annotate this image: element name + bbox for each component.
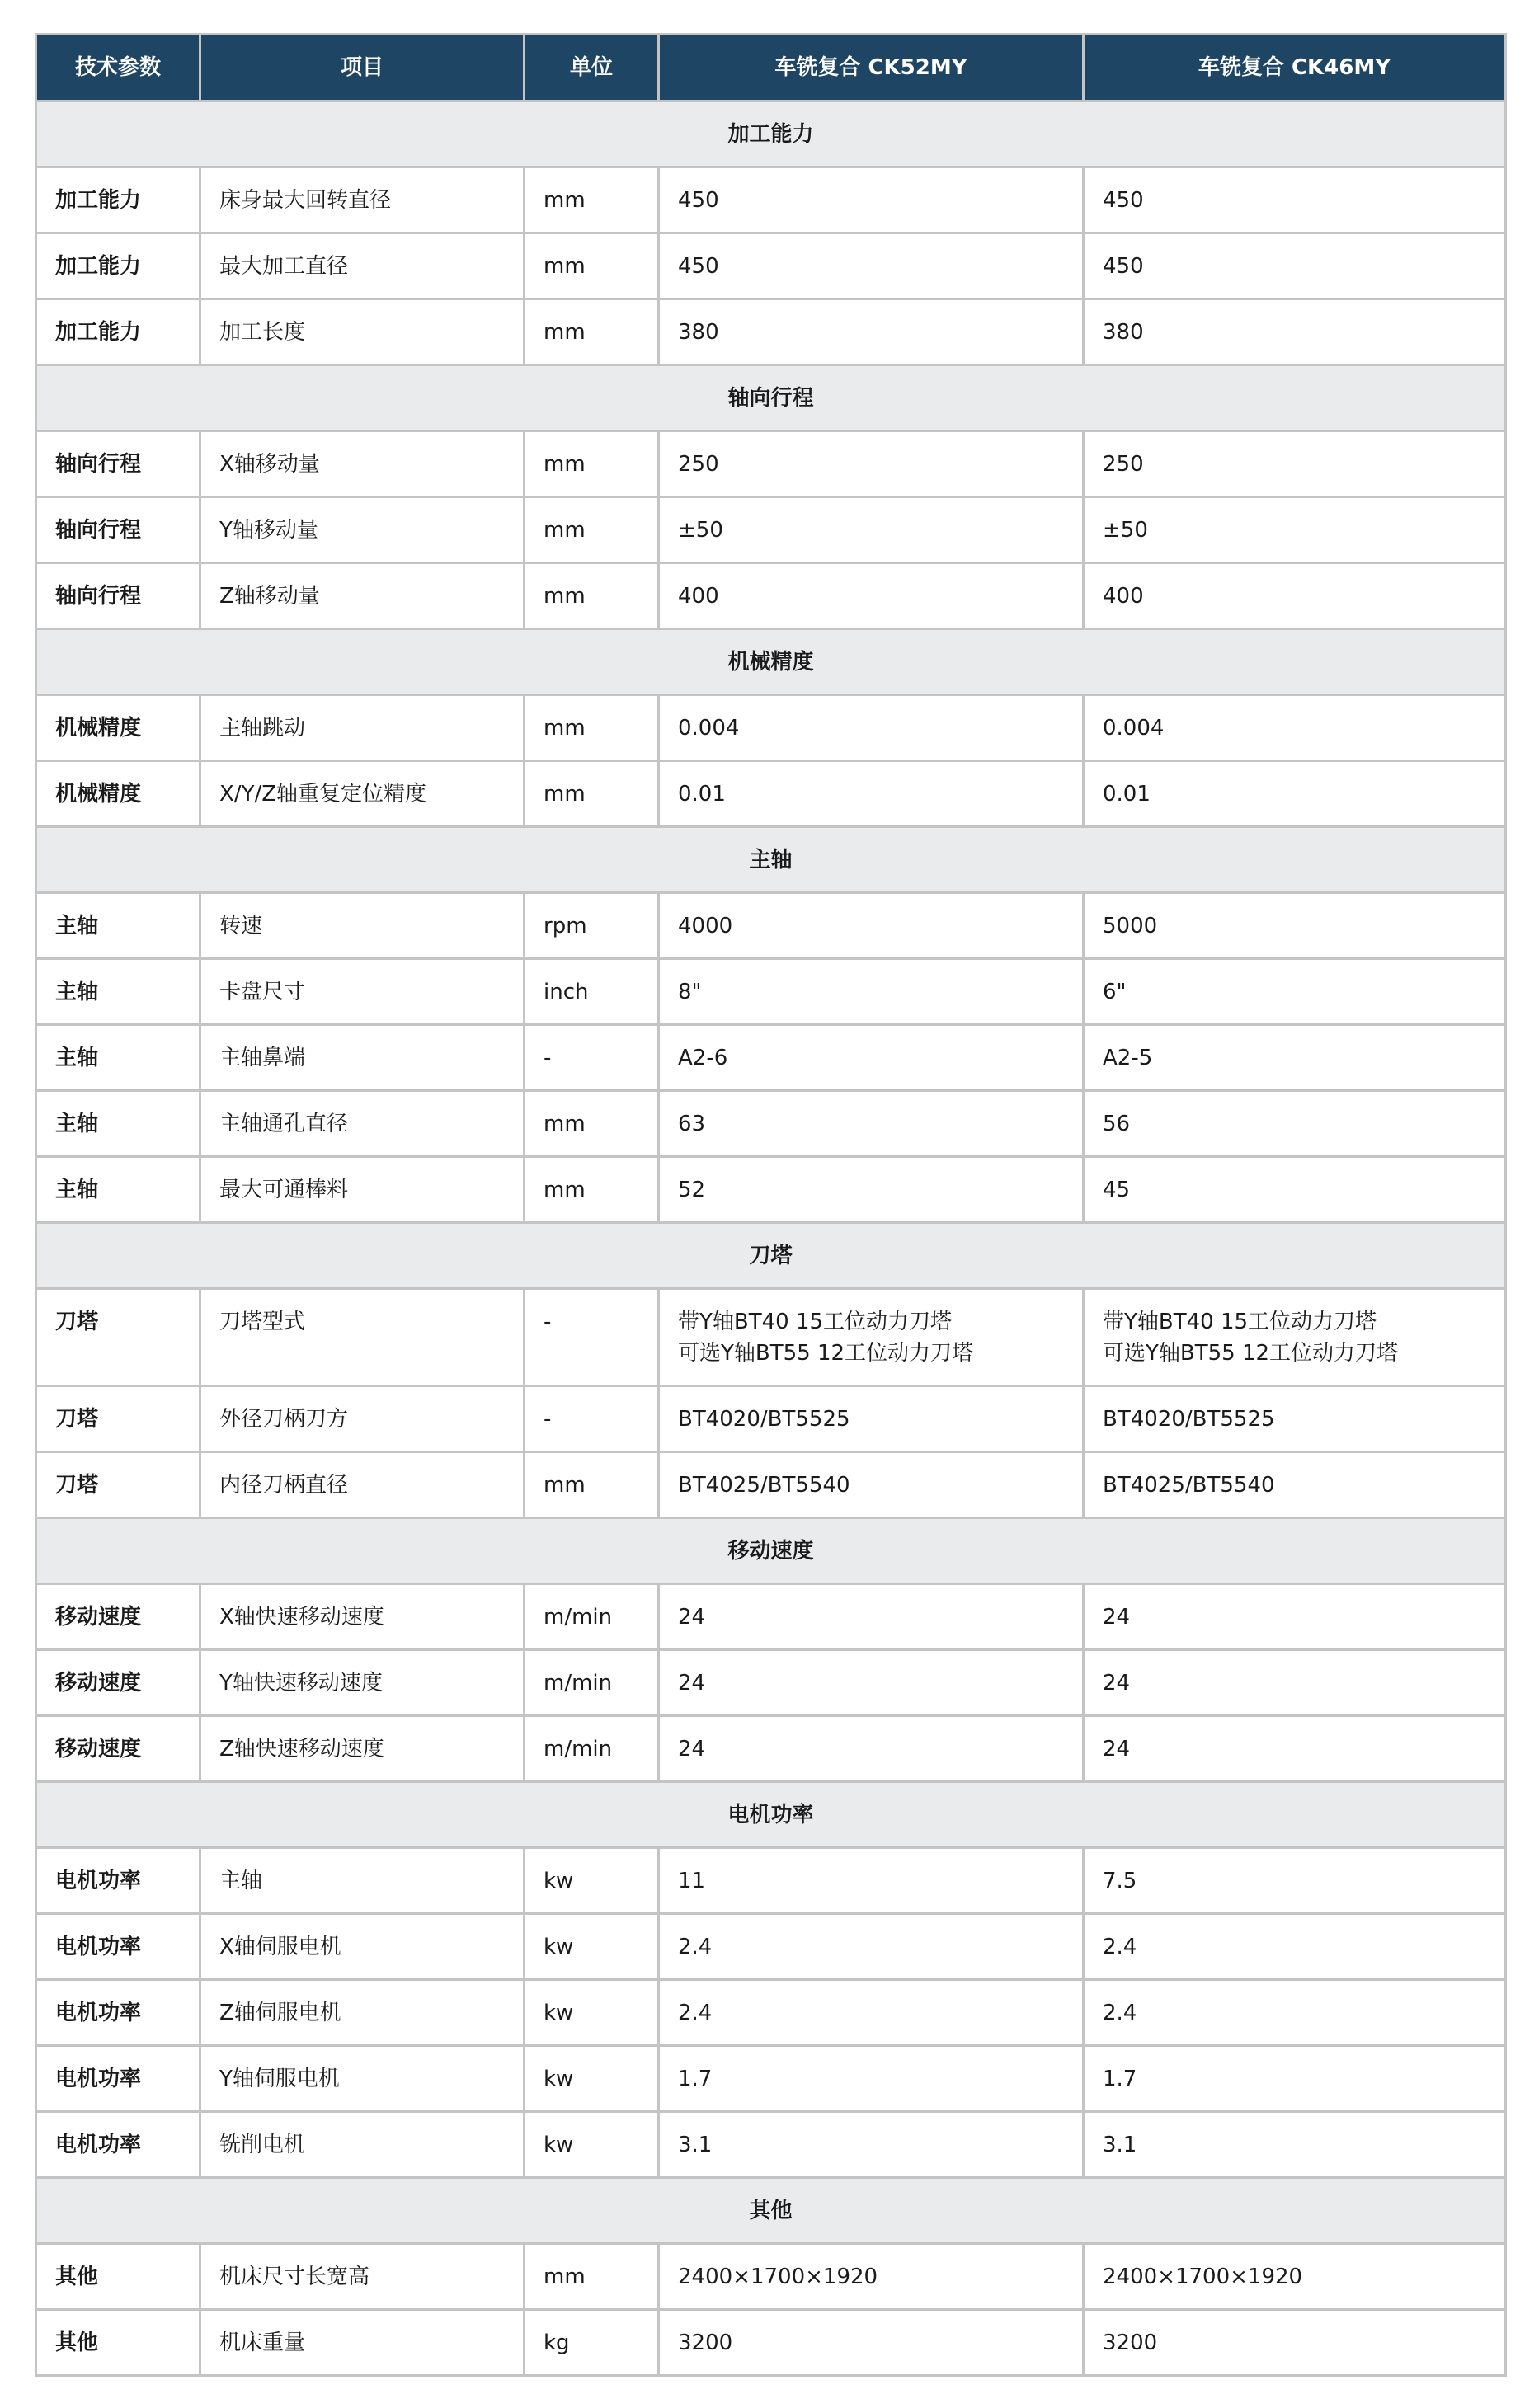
cell-unit: m/min xyxy=(525,1716,659,1782)
cell-value-line: 0.01 xyxy=(1103,781,1151,807)
cell-unit: mm xyxy=(525,497,659,563)
cell-value-line: BT4020/BT5525 xyxy=(1103,1406,1275,1432)
cell-model-b xyxy=(1084,497,1506,563)
cell-model-b xyxy=(1084,1091,1506,1157)
cell-category: 电机功率 xyxy=(36,1980,200,2046)
cell-category: 移动速度 xyxy=(36,1584,200,1650)
table-row xyxy=(36,1716,1506,1782)
cell-value-line: 380 xyxy=(678,319,719,345)
cell-value-line: 24 xyxy=(678,1670,706,1695)
cell-item: 刀塔型式 xyxy=(200,1289,525,1386)
cell-item: X轴快速移动速度 xyxy=(200,1584,525,1650)
cell-model-b xyxy=(1084,1386,1506,1452)
cell-model-b xyxy=(1084,1650,1506,1716)
cell-value-line: 4000 xyxy=(678,913,733,938)
header-model-a: 车铣复合 CK52MY xyxy=(659,35,1084,101)
cell-model-b xyxy=(1084,959,1506,1025)
table-row xyxy=(36,233,1506,299)
cell-value-line: 11 xyxy=(678,1868,706,1893)
cell-unit: kw xyxy=(525,2112,659,2178)
cell-model-b xyxy=(1084,431,1506,497)
cell-model-a xyxy=(659,167,1084,233)
cell-item: Z轴伺服电机 xyxy=(200,1980,525,2046)
cell-value-line: 450 xyxy=(678,253,719,279)
cell-unit: kw xyxy=(525,2046,659,2112)
cell-model-b xyxy=(1084,299,1506,365)
table-row xyxy=(36,299,1506,365)
cell-item: Z轴移动量 xyxy=(200,563,525,629)
section-row xyxy=(36,629,1506,695)
cell-value-line: 450 xyxy=(1103,253,1144,279)
table-row xyxy=(36,431,1506,497)
cell-model-a xyxy=(659,2046,1084,2112)
cell-value-line: 8" xyxy=(678,979,702,1004)
cell-model-a xyxy=(659,1716,1084,1782)
cell-unit: mm xyxy=(525,563,659,629)
header-param: 技术参数 xyxy=(36,35,200,101)
cell-model-b xyxy=(1084,563,1506,629)
cell-value-line: 0.004 xyxy=(1103,715,1165,741)
cell-category: 机械精度 xyxy=(36,761,200,827)
cell-value-line: 24 xyxy=(1103,1670,1131,1695)
cell-model-b xyxy=(1084,1716,1506,1782)
table-row xyxy=(36,2310,1506,2376)
cell-value-line: 24 xyxy=(1103,1736,1131,1761)
cell-item: 加工长度 xyxy=(200,299,525,365)
cell-model-b xyxy=(1084,233,1506,299)
cell-value-line: 3.1 xyxy=(678,2132,713,2157)
cell-value-line: 24 xyxy=(678,1736,706,1761)
cell-item: 主轴鼻端 xyxy=(200,1025,525,1091)
cell-value-line: 250 xyxy=(678,451,719,477)
table-row xyxy=(36,1980,1506,2046)
table-row xyxy=(36,2244,1506,2310)
section-row xyxy=(36,101,1506,167)
cell-value-line: 400 xyxy=(1103,583,1144,609)
cell-item: Y轴移动量 xyxy=(200,497,525,563)
cell-value-line: 2.4 xyxy=(1103,2000,1137,2025)
section-row xyxy=(36,1782,1506,1848)
cell-category: 主轴 xyxy=(36,1157,200,1223)
table-row xyxy=(36,1914,1506,1980)
cell-value-line: 56 xyxy=(1103,1111,1131,1136)
cell-model-a xyxy=(659,1980,1084,2046)
cell-value-line: 1.7 xyxy=(678,2066,713,2091)
cell-item: Y轴快速移动速度 xyxy=(200,1650,525,1716)
table-row xyxy=(36,563,1506,629)
cell-value-line: 250 xyxy=(1103,451,1144,477)
cell-model-a xyxy=(659,1452,1084,1518)
cell-value-line: ±50 xyxy=(678,517,723,543)
cell-category: 轴向行程 xyxy=(36,497,200,563)
cell-model-b xyxy=(1084,167,1506,233)
cell-item: 最大可通棒料 xyxy=(200,1157,525,1223)
cell-value-line: 5000 xyxy=(1103,913,1158,938)
cell-value-line: 带Y轴BT40 15工位动力刀塔 xyxy=(678,1310,953,1334)
cell-unit: m/min xyxy=(525,1650,659,1716)
cell-item: 主轴通孔直径 xyxy=(200,1091,525,1157)
table-row xyxy=(36,1289,1506,1386)
cell-model-b xyxy=(1084,761,1506,827)
cell-unit: mm xyxy=(525,167,659,233)
cell-category: 电机功率 xyxy=(36,2112,200,2178)
table-row xyxy=(36,761,1506,827)
cell-value-line: 2.4 xyxy=(1103,1934,1137,1959)
section-title: 移动速度 xyxy=(36,1518,1506,1584)
section-row xyxy=(36,827,1506,893)
cell-model-a xyxy=(659,1091,1084,1157)
cell-model-a xyxy=(659,893,1084,959)
cell-model-b xyxy=(1084,1848,1506,1914)
cell-model-a xyxy=(659,1289,1084,1386)
cell-model-a xyxy=(659,1650,1084,1716)
cell-category: 机械精度 xyxy=(36,695,200,761)
table-row xyxy=(36,1157,1506,1223)
section-row xyxy=(36,1223,1506,1289)
cell-value-line: A2-6 xyxy=(678,1045,728,1070)
cell-model-a xyxy=(659,1848,1084,1914)
cell-item: 铣削电机 xyxy=(200,2112,525,2178)
cell-model-a xyxy=(659,497,1084,563)
cell-model-b xyxy=(1084,1980,1506,2046)
cell-value-line: 450 xyxy=(678,187,719,213)
cell-category: 加工能力 xyxy=(36,233,200,299)
cell-model-a xyxy=(659,959,1084,1025)
cell-item: Z轴快速移动速度 xyxy=(200,1716,525,1782)
cell-unit: mm xyxy=(525,695,659,761)
cell-value-line: 52 xyxy=(678,1177,706,1202)
cell-model-a xyxy=(659,1914,1084,1980)
section-title: 轴向行程 xyxy=(36,365,1506,431)
cell-model-b xyxy=(1084,2112,1506,2178)
cell-category: 加工能力 xyxy=(36,299,200,365)
section-title: 电机功率 xyxy=(36,1782,1506,1848)
section-row xyxy=(36,1518,1506,1584)
cell-value-line: 1.7 xyxy=(1103,2066,1137,2091)
cell-value-line: 2400×1700×1920 xyxy=(1103,2264,1303,2289)
cell-model-a xyxy=(659,299,1084,365)
table-row xyxy=(36,2046,1506,2112)
cell-unit: - xyxy=(525,1386,659,1452)
table-row xyxy=(36,959,1506,1025)
cell-item: X轴移动量 xyxy=(200,431,525,497)
cell-value-line: 可选Y轴BT55 12工位动力刀塔 xyxy=(678,1341,974,1366)
cell-value-line: 6" xyxy=(1103,979,1127,1004)
cell-category: 其他 xyxy=(36,2244,200,2310)
cell-value-line: 400 xyxy=(678,583,719,609)
cell-category: 轴向行程 xyxy=(36,431,200,497)
cell-item: 内径刀柄直径 xyxy=(200,1452,525,1518)
cell-model-a xyxy=(659,563,1084,629)
cell-value-line: 2400×1700×1920 xyxy=(678,2264,878,2289)
cell-category: 移动速度 xyxy=(36,1650,200,1716)
cell-category: 刀塔 xyxy=(36,1386,200,1452)
cell-model-b xyxy=(1084,2310,1506,2376)
cell-item: 最大加工直径 xyxy=(200,233,525,299)
header-item: 项目 xyxy=(200,35,525,101)
cell-unit: mm xyxy=(525,233,659,299)
cell-model-a xyxy=(659,2112,1084,2178)
cell-unit: - xyxy=(525,1289,659,1386)
cell-unit: mm xyxy=(525,761,659,827)
table-row xyxy=(36,167,1506,233)
table-row xyxy=(36,1848,1506,1914)
cell-category: 主轴 xyxy=(36,893,200,959)
cell-value-line: 63 xyxy=(678,1111,706,1136)
cell-model-b xyxy=(1084,1289,1506,1386)
cell-unit: mm xyxy=(525,2244,659,2310)
cell-value-line: 24 xyxy=(1103,1604,1131,1630)
cell-category: 加工能力 xyxy=(36,167,200,233)
cell-model-b xyxy=(1084,1025,1506,1091)
cell-item: X轴伺服电机 xyxy=(200,1914,525,1980)
cell-model-a xyxy=(659,1584,1084,1650)
header-unit: 单位 xyxy=(525,35,659,101)
cell-category: 电机功率 xyxy=(36,2046,200,2112)
cell-value-line: 3200 xyxy=(1103,2330,1158,2355)
cell-value-line: 3200 xyxy=(678,2330,733,2355)
cell-value-line: 2.4 xyxy=(678,2000,713,2025)
cell-unit: kw xyxy=(525,1914,659,1980)
cell-item: 转速 xyxy=(200,893,525,959)
table-row xyxy=(36,1452,1506,1518)
section-title: 主轴 xyxy=(36,827,1506,893)
cell-unit: - xyxy=(525,1025,659,1091)
table-row xyxy=(36,1025,1506,1091)
section-title: 刀塔 xyxy=(36,1223,1506,1289)
cell-value-line: 0.004 xyxy=(678,715,740,741)
cell-value-line: A2-5 xyxy=(1103,1045,1153,1070)
cell-item: Y轴伺服电机 xyxy=(200,2046,525,2112)
cell-category: 主轴 xyxy=(36,959,200,1025)
table-row xyxy=(36,695,1506,761)
cell-value-line: ±50 xyxy=(1103,517,1148,543)
cell-model-a xyxy=(659,1157,1084,1223)
cell-value-line: 380 xyxy=(1103,319,1144,345)
cell-item: 床身最大回转直径 xyxy=(200,167,525,233)
cell-model-a xyxy=(659,2310,1084,2376)
cell-model-a xyxy=(659,761,1084,827)
cell-unit: mm xyxy=(525,1091,659,1157)
cell-value-line: 7.5 xyxy=(1103,1868,1137,1893)
cell-model-b xyxy=(1084,695,1506,761)
cell-model-a xyxy=(659,431,1084,497)
cell-model-b xyxy=(1084,1584,1506,1650)
cell-category: 电机功率 xyxy=(36,1914,200,1980)
table-row xyxy=(36,497,1506,563)
cell-item: X/Y/Z轴重复定位精度 xyxy=(200,761,525,827)
cell-category: 主轴 xyxy=(36,1091,200,1157)
cell-model-b xyxy=(1084,1157,1506,1223)
cell-value-line: 可选Y轴BT55 12工位动力刀塔 xyxy=(1103,1341,1399,1366)
cell-item: 外径刀柄刀方 xyxy=(200,1386,525,1452)
table-header xyxy=(36,35,1506,101)
cell-item: 主轴 xyxy=(200,1848,525,1914)
table-row xyxy=(36,893,1506,959)
cell-category: 主轴 xyxy=(36,1025,200,1091)
cell-value-line: 24 xyxy=(678,1604,706,1630)
cell-value-line: BT4025/BT5540 xyxy=(678,1472,850,1498)
cell-value-line: 45 xyxy=(1103,1177,1131,1202)
cell-model-a xyxy=(659,1386,1084,1452)
cell-unit: mm xyxy=(525,1452,659,1518)
section-row xyxy=(36,2178,1506,2244)
cell-value-line: 3.1 xyxy=(1103,2132,1137,2157)
cell-item: 卡盘尺寸 xyxy=(200,959,525,1025)
cell-value-line: 450 xyxy=(1103,187,1144,213)
cell-model-b xyxy=(1084,2244,1506,2310)
table-row xyxy=(36,1091,1506,1157)
cell-model-b xyxy=(1084,1914,1506,1980)
section-title: 机械精度 xyxy=(36,629,1506,695)
cell-unit: mm xyxy=(525,1157,659,1223)
cell-unit: mm xyxy=(525,431,659,497)
cell-unit: inch xyxy=(525,959,659,1025)
cell-model-b xyxy=(1084,1452,1506,1518)
table-row xyxy=(36,1584,1506,1650)
cell-unit: kw xyxy=(525,1980,659,2046)
cell-model-a xyxy=(659,695,1084,761)
cell-category: 移动速度 xyxy=(36,1716,200,1782)
cell-category: 电机功率 xyxy=(36,1848,200,1914)
cell-value-line: BT4020/BT5525 xyxy=(678,1406,850,1432)
section-row xyxy=(36,365,1506,431)
cell-category: 轴向行程 xyxy=(36,563,200,629)
header-row xyxy=(36,35,1506,101)
cell-category: 刀塔 xyxy=(36,1452,200,1518)
cell-unit: kw xyxy=(525,1848,659,1914)
cell-value-line: BT4025/BT5540 xyxy=(1103,1472,1275,1498)
spec-table xyxy=(35,33,1507,2377)
cell-value-line: 0.01 xyxy=(678,781,726,807)
cell-model-a xyxy=(659,2244,1084,2310)
table-row xyxy=(36,2112,1506,2178)
section-title: 其他 xyxy=(36,2178,1506,2244)
header-model-b: 车铣复合 CK46MY xyxy=(1084,35,1506,101)
cell-unit: mm xyxy=(525,299,659,365)
cell-unit: kg xyxy=(525,2310,659,2376)
cell-value-line: 2.4 xyxy=(678,1934,713,1959)
cell-model-b xyxy=(1084,2046,1506,2112)
cell-model-b xyxy=(1084,893,1506,959)
table-row xyxy=(36,1650,1506,1716)
cell-unit: rpm xyxy=(525,893,659,959)
cell-model-a xyxy=(659,1025,1084,1091)
table-body xyxy=(36,101,1506,2376)
table-row xyxy=(36,1386,1506,1452)
cell-unit: m/min xyxy=(525,1584,659,1650)
section-title: 加工能力 xyxy=(36,101,1506,167)
cell-value-line: 带Y轴BT40 15工位动力刀塔 xyxy=(1103,1310,1377,1334)
cell-category: 其他 xyxy=(36,2310,200,2376)
cell-item: 机床重量 xyxy=(200,2310,525,2376)
cell-item: 主轴跳动 xyxy=(200,695,525,761)
cell-model-a xyxy=(659,233,1084,299)
cell-item: 机床尺寸长宽高 xyxy=(200,2244,525,2310)
cell-category: 刀塔 xyxy=(36,1289,200,1386)
